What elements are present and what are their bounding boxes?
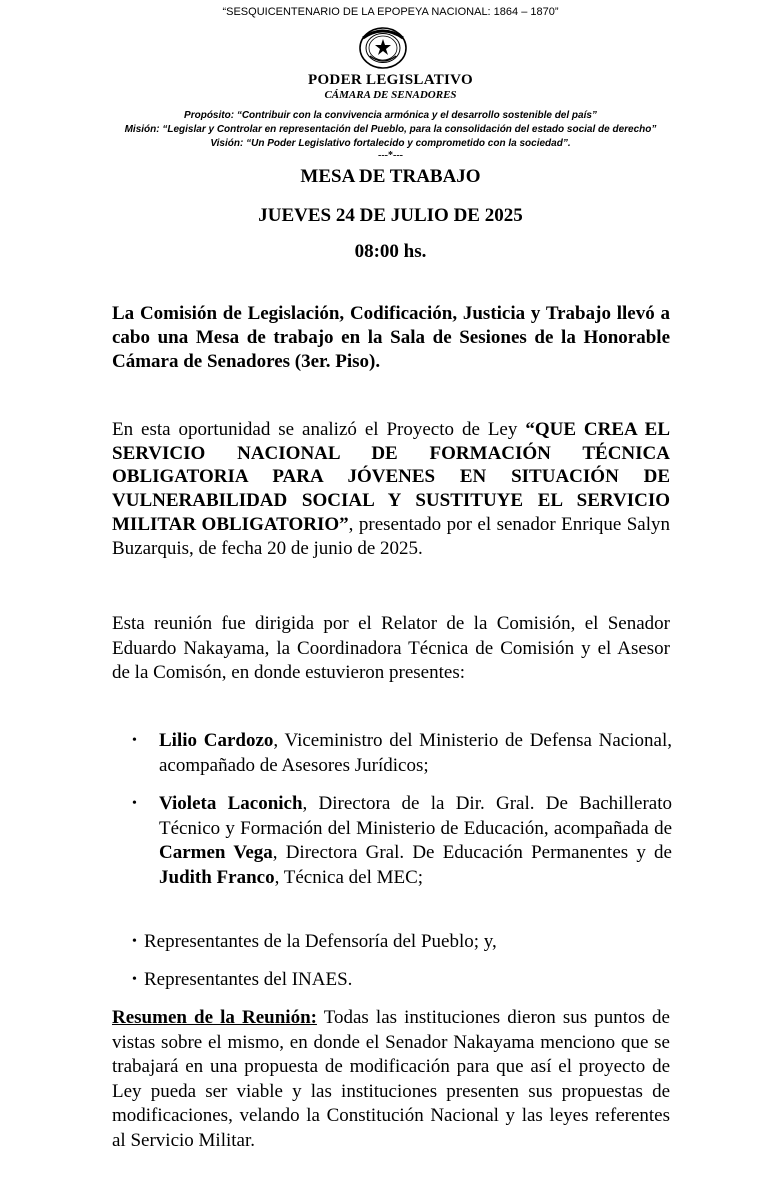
mission-line <box>0 124 781 135</box>
purpose-text: “Contribuir con la convivencia armónica y el desarrollo sostenible del país” <box>234 110 597 121</box>
purpose-line <box>0 110 781 121</box>
summary-text: Todas las instituciones dieron sus puntos de vistas sobre el mismo, en donde el Senador Nakayama menciono que se trabajará en una propuesta de modificación para que así el proyecto de Ley pueda ser viable y las instituciones presenten sus propuestas de modificaciones, velando la Constitución Nacional y las leyes referentes al Servicio Militar. <box>112 1007 670 1151</box>
attendee-name: Violeta Laconich <box>159 793 303 814</box>
attendee-text: Representantes del INAES. <box>144 969 353 990</box>
org-name: PODER LEGISLATIVO <box>308 72 473 88</box>
vision-text: “Un Poder Legislativo fortalecido y comprometido con la sociedad”. <box>243 138 571 149</box>
header-separator: ---*--- <box>378 150 403 161</box>
vision-label: Visión: <box>210 138 244 149</box>
attendee-name-3: Judith Franco <box>159 866 275 888</box>
attendee-text <box>159 792 672 890</box>
document-date: JUEVES 24 DE JULIO DE 2025 <box>258 205 523 226</box>
document-time: 08:00 hs. <box>354 241 427 262</box>
attendee-name-2: Carmen Vega <box>159 842 273 863</box>
attendee-role: , Viceministro del Ministerio de Defensa Nacional, acompañado de Asesores Jurídicos; <box>159 730 672 776</box>
bullet-icon: • <box>132 733 137 748</box>
attendee-role-3: , Técnica del MEC; <box>274 866 424 888</box>
summary-paragraph <box>112 1006 670 1153</box>
sesquicentennial-motto: “SESQUICENTENARIO DE LA EPOPEYA NACIONAL: 1864 – 1870” <box>222 6 559 18</box>
attendee-name: Lilio Cardozo <box>159 730 274 751</box>
list-item <box>132 792 672 890</box>
attendee-role: , Directora de la Dir. Gral. De Bachillerato Técnico y Formación del Ministerio de Educación, acompañada de <box>159 793 672 839</box>
project-suffix: , presentado por el senador Enrique Salyn Buzarquis, de fecha 20 de junio de 2025. <box>112 513 670 559</box>
purpose-label: Propósito: <box>184 110 235 121</box>
attendee-text: Representantes de la Defensoría del Pueblo; y, <box>144 931 497 952</box>
meeting-paragraph: Esta reunión fue dirigida por el Relator de la Comisión, el Senador Eduardo Nakayama, la Coordinadora Técnica de Comisión y el Asesor de la Comisón, en donde estuvieron presentes: <box>112 613 670 683</box>
project-title: “QUE CREA EL SERVICIO NACIONAL DE FORMACIÓN TÉCNICA OBLIGATORIA PARA JÓVENES EN SITUACIÓN DE VULNERABILIDAD SOCIAL Y SUSTITUYE EL SERVICIO MILITAR OBLIGATORIO” <box>112 419 670 535</box>
list-item <box>132 729 672 778</box>
intro-paragraph: La Comisión de Legislación, Codificación, Justicia y Trabajo llevó a cabo una Mesa de trabajo en la Sala de Sesiones de la Honorable Cámara de Senadores (3er. Piso). <box>112 303 670 372</box>
attendee-text <box>159 729 672 778</box>
mission-label: Misión: <box>124 124 160 135</box>
bullet-icon: • <box>132 934 137 949</box>
bullet-icon: • <box>132 796 137 811</box>
bullet-icon: • <box>132 972 137 987</box>
project-paragraph <box>112 418 670 560</box>
list-item <box>132 968 672 993</box>
national-seal-icon <box>358 26 408 70</box>
mission-text: “Legislar y Controlar en representación del Pueblo, para la consolidación del estado social de derecho” <box>159 124 657 135</box>
chamber-name: CÁMARA DE SENADORES <box>324 89 457 101</box>
project-prefix: En esta oportunidad se analizó el Proyecto de Ley <box>112 419 526 440</box>
list-item <box>132 930 672 955</box>
summary-label: Resumen de la Reunión: <box>112 1007 317 1028</box>
vision-line <box>0 138 781 149</box>
document-title: MESA DE TRABAJO <box>300 166 481 187</box>
attendee-role-2: , Directora Gral. De Educación Permanentes y de <box>272 842 672 863</box>
